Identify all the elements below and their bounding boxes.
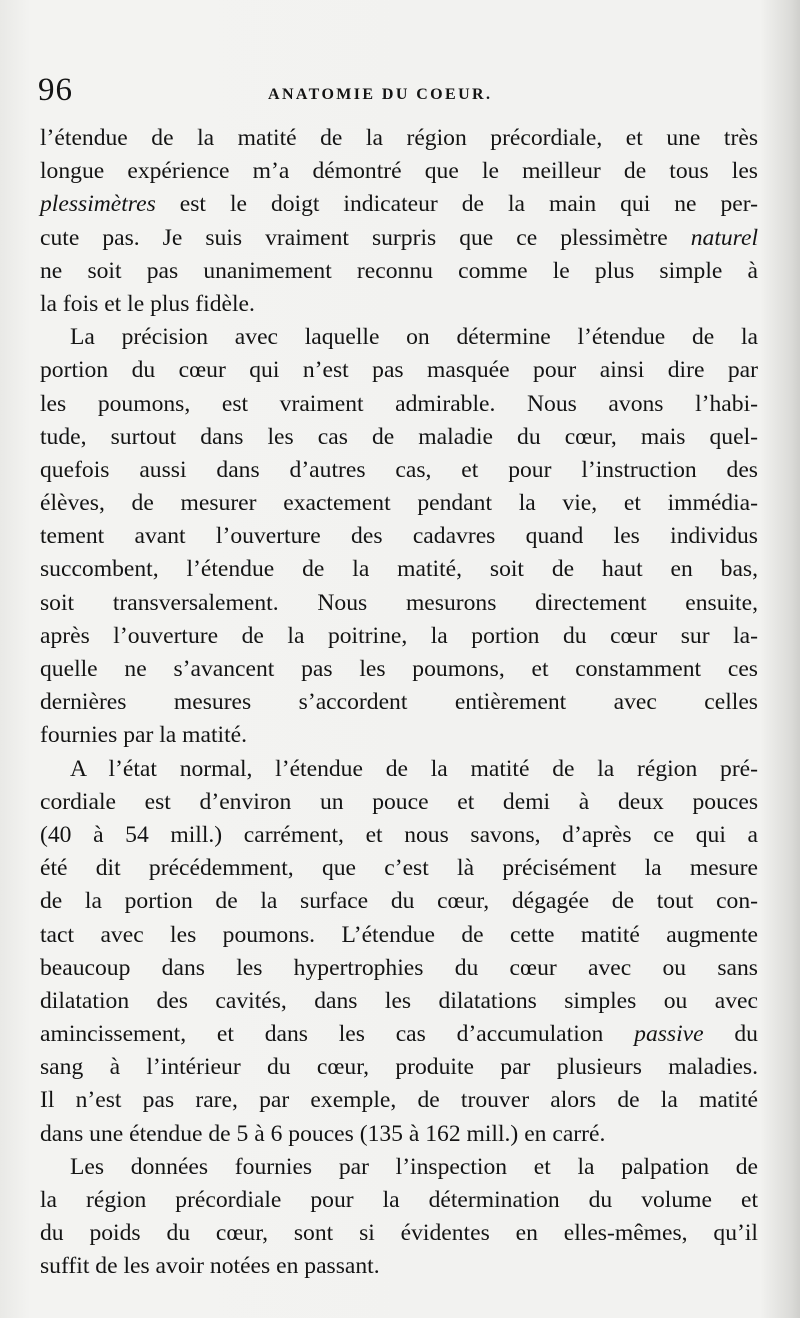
text-line bbox=[40, 1084, 758, 1117]
text-run: est le doigt indicateur de la main qui ne per- bbox=[155, 191, 758, 218]
text-run: beaucoup dans les hypertrophies du cœur avec ou sans bbox=[40, 954, 758, 981]
text-line bbox=[40, 753, 758, 786]
text-line bbox=[40, 487, 758, 520]
text-line bbox=[40, 620, 758, 653]
text-line bbox=[40, 1217, 758, 1250]
text-run: sang à l’intérieur du cœur, produite par plusieurs maladies. bbox=[40, 1054, 758, 1081]
body-text bbox=[40, 122, 758, 1284]
text-line bbox=[40, 1051, 758, 1084]
text-line bbox=[40, 885, 758, 918]
text-line bbox=[40, 719, 758, 752]
text-line bbox=[40, 985, 758, 1018]
text-line bbox=[40, 919, 758, 952]
text-run: dilatation des cavités, dans les dilatations simples ou avec bbox=[40, 987, 758, 1014]
text-run: les poumons, est vraiment admirable. Nous avons l’habi- bbox=[40, 390, 758, 417]
paragraph bbox=[40, 321, 758, 752]
page-number: 96 bbox=[38, 72, 73, 108]
text-line bbox=[40, 1184, 758, 1217]
running-head: ANATOMIE DU COEUR. bbox=[268, 86, 493, 103]
text-run: Les données fournies par l’inspection et la palpation de bbox=[70, 1153, 758, 1180]
text-line bbox=[40, 354, 758, 387]
text-line bbox=[40, 786, 758, 819]
text-run: fournies par la matité. bbox=[40, 722, 248, 749]
text-line bbox=[40, 388, 758, 421]
paragraph bbox=[40, 753, 758, 1151]
text-line bbox=[40, 188, 758, 221]
text-run: la région précordiale pour la détermination du volume et bbox=[40, 1187, 758, 1213]
text-run: La précision avec laquelle on détermine l’étendue de la bbox=[70, 324, 758, 351]
text-run: du bbox=[703, 1021, 758, 1048]
text-run: tude, surtout dans les cas de maladie du cœur, mais quel- bbox=[40, 423, 758, 450]
italic-text: plessimètres bbox=[40, 191, 156, 218]
text-line bbox=[40, 288, 758, 321]
text-run: cordiale est d’environ un pouce et demi à deux pouces bbox=[40, 788, 758, 815]
text-line bbox=[40, 952, 758, 985]
text-line bbox=[40, 1118, 758, 1151]
text-run: portion du cœur qui n’est pas masquée pour ainsi dire par bbox=[40, 357, 758, 384]
text-line bbox=[40, 222, 758, 255]
text-run: amincissement, et dans les cas d’accumulation bbox=[40, 1021, 635, 1048]
page-header bbox=[38, 72, 758, 120]
text-run: de la portion de la surface du cœur, dégagée de tout con- bbox=[40, 888, 758, 915]
text-run: après l’ouverture de la poitrine, la portion du cœur sur la- bbox=[40, 622, 758, 649]
text-line bbox=[40, 321, 758, 354]
text-line bbox=[40, 653, 758, 686]
text-line bbox=[40, 1250, 758, 1283]
text-line bbox=[40, 686, 758, 719]
italic-text: naturel bbox=[690, 224, 758, 251]
text-run: ne soit pas unanimement reconnu comme le plus simple à bbox=[40, 257, 758, 284]
text-run: soit transversalement. Nous mesurons directement ensuite, bbox=[40, 589, 758, 616]
text-run: du poids du cœur, sont si évidentes en elles-mêmes, qu’il bbox=[40, 1220, 758, 1247]
italic-text: passive bbox=[634, 1021, 704, 1048]
text-run: quefois aussi dans d’autres cas, et pour l’instruction des bbox=[40, 456, 758, 483]
text-run: succombent, l’étendue de la matité, soit de haut en bas, bbox=[40, 556, 758, 583]
text-line bbox=[40, 421, 758, 454]
paragraph bbox=[40, 122, 758, 321]
text-run: tement avant l’ouverture des cadavres quand les individus bbox=[40, 523, 758, 550]
text-run: élèves, de mesurer exactement pendant la vie, et immédia- bbox=[40, 490, 758, 517]
text-line bbox=[40, 1018, 758, 1051]
text-run: dernières mesures s’accordent entièrement avec celles bbox=[40, 689, 758, 716]
text-run: cute pas. Je suis vraiment surpris que ce plessimètre bbox=[40, 224, 691, 251]
text-line bbox=[40, 1151, 758, 1184]
text-line bbox=[40, 819, 758, 852]
text-run: longue expérience m’a démontré que le meilleur de tous les bbox=[40, 158, 758, 185]
text-run: dans une étendue de 5 à 6 pouces (135 à 162 mill.) en carré. bbox=[40, 1120, 606, 1147]
text-run: été dit précédemment, que c’est là précisément la mesure bbox=[40, 855, 758, 882]
text-run: (40 à 54 mill.) carrément, et nous savons, d’après ce qui a bbox=[40, 821, 758, 848]
text-line bbox=[40, 852, 758, 885]
paragraph bbox=[40, 1151, 758, 1284]
text-run: suffit de les avoir notées en passant. bbox=[40, 1253, 380, 1280]
text-line bbox=[40, 155, 758, 188]
text-line bbox=[40, 587, 758, 620]
text-line bbox=[40, 122, 758, 155]
text-run: Il n’est pas rare, par exemple, de trouver alors de la matité bbox=[40, 1087, 758, 1114]
text-line bbox=[40, 454, 758, 487]
text-line bbox=[40, 520, 758, 553]
text-line bbox=[40, 255, 758, 288]
text-run: quelle ne s’avancent pas les poumons, et constamment ces bbox=[40, 656, 758, 682]
text-run: A l’état normal, l’étendue de la matité de la région pré- bbox=[70, 755, 758, 782]
text-run: l’étendue de la matité de la région précordiale, et une très bbox=[40, 125, 758, 151]
text-line bbox=[40, 553, 758, 586]
text-run: tact avec les poumons. L’étendue de cette matité augmente bbox=[40, 921, 758, 948]
text-run: la fois et le plus fidèle. bbox=[40, 290, 255, 317]
